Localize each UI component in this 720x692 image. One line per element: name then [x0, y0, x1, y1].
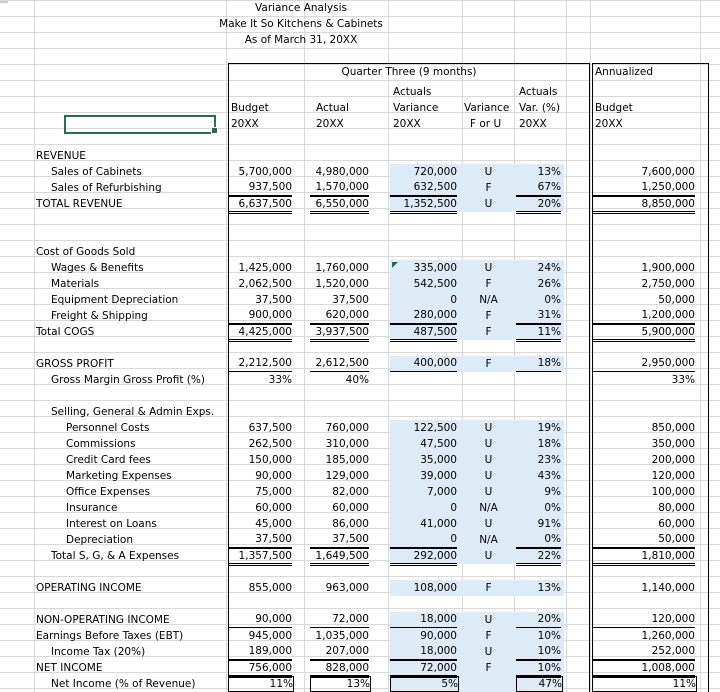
- budget-cell[interactable]: 900,000: [228, 308, 292, 324]
- actual-cell[interactable]: 1,035,000: [315, 630, 369, 642]
- pct-cell[interactable]: 20%: [516, 196, 561, 214]
- actual-cell[interactable]: 13%: [310, 676, 371, 692]
- actual-cell[interactable]: 1,520,000: [315, 278, 369, 290]
- annual-cell[interactable]: 1,900,000: [641, 262, 695, 274]
- row-label[interactable]: OPERATING INCOME: [36, 582, 142, 594]
- annual-cell[interactable]: 1,200,000: [592, 308, 695, 324]
- row-label[interactable]: Sales of Refurbishing: [51, 182, 162, 194]
- fu-cell[interactable]: F: [485, 662, 492, 674]
- fu-cell[interactable]: U: [484, 422, 493, 434]
- row-label[interactable]: Wages & Benefits: [51, 262, 144, 274]
- budget-cell[interactable]: 5,700,000: [238, 166, 292, 178]
- row-label[interactable]: Personnel Costs: [66, 422, 150, 434]
- annual-cell[interactable]: 350,000: [651, 438, 695, 450]
- annual-cell[interactable]: 60,000: [658, 518, 695, 530]
- variance-cell[interactable]: 1,352,500: [390, 196, 457, 214]
- row-label[interactable]: Earnings Before Taxes (EBT): [36, 630, 184, 642]
- budget-cell[interactable]: 1,357,500: [228, 548, 292, 566]
- variance-header-2: Variance: [464, 102, 510, 114]
- fu-cell[interactable]: U: [484, 646, 493, 658]
- row-label[interactable]: Freight & Shipping: [51, 310, 148, 322]
- actual-cell[interactable]: 37,500: [332, 294, 369, 306]
- budget-header: Budget: [231, 102, 269, 114]
- actual-cell[interactable]: 1,649,500: [310, 548, 369, 566]
- actual-cell[interactable]: 82,000: [332, 486, 369, 498]
- pct-cell[interactable]: 67%: [516, 180, 561, 196]
- actual-cell[interactable]: 72,000: [310, 612, 369, 628]
- budget-cell[interactable]: 90,000: [255, 470, 292, 482]
- variance-cell[interactable]: 7,000: [426, 486, 457, 498]
- variance-cell[interactable]: 0: [450, 294, 457, 306]
- pct-cell[interactable]: 22%: [516, 548, 561, 566]
- variance-cell[interactable]: 632,500: [390, 180, 457, 196]
- variance-cell[interactable]: 90,000: [420, 630, 457, 642]
- row-label[interactable]: Cost of Goods Sold: [36, 246, 136, 258]
- actual-cell[interactable]: 129,000: [325, 470, 369, 482]
- annual-cell[interactable]: 2,750,000: [641, 278, 695, 290]
- actual-cell[interactable]: 828,000: [310, 660, 369, 678]
- pct-cell[interactable]: 10%: [516, 644, 561, 660]
- fu-cell[interactable]: F: [485, 278, 492, 290]
- variance-cell[interactable]: 47,500: [420, 438, 457, 450]
- active-cell-selection[interactable]: [64, 115, 216, 134]
- budget-cell[interactable]: 937,500: [228, 180, 292, 196]
- variance-cell[interactable]: 280,000: [390, 308, 457, 324]
- actual-cell[interactable]: 963,000: [325, 582, 369, 594]
- fu-cell[interactable]: U: [484, 454, 493, 466]
- actual-cell[interactable]: 760,000: [325, 422, 369, 434]
- company-name: Make It So Kitchens & Cabinets: [219, 18, 383, 30]
- budget-cell[interactable]: 45,000: [255, 518, 292, 530]
- fu-cell[interactable]: U: [484, 262, 493, 274]
- annual-cell[interactable]: 33%: [671, 374, 695, 386]
- quarter-header: Quarter Three (9 months): [341, 66, 477, 78]
- f-or-u-header: F or U: [470, 118, 502, 130]
- row-label[interactable]: Sales of Cabinets: [51, 166, 142, 178]
- budget-cell[interactable]: 6,637,500: [228, 196, 292, 214]
- annual-cell[interactable]: 100,000: [651, 486, 695, 498]
- pct-cell[interactable]: 0%: [544, 502, 561, 514]
- variance-cell[interactable]: 542,500: [413, 278, 457, 290]
- budget-cell[interactable]: 75,000: [255, 486, 292, 498]
- fu-cell[interactable]: U: [484, 198, 493, 210]
- variance-cell[interactable]: 0: [390, 532, 457, 548]
- fu-cell[interactable]: F: [485, 630, 492, 642]
- pct-cell[interactable]: 20%: [516, 612, 561, 628]
- actual-header: Actual: [316, 102, 349, 114]
- fu-cell[interactable]: F: [485, 358, 492, 370]
- budget-cell[interactable]: 189,000: [228, 644, 292, 660]
- variance-cell[interactable]: 487,500: [390, 324, 457, 342]
- pct-cell[interactable]: 47%: [516, 676, 563, 692]
- fu-cell[interactable]: F: [485, 326, 492, 338]
- fu-cell[interactable]: F: [485, 310, 492, 322]
- budget-cell[interactable]: 33%: [268, 374, 292, 386]
- row-label[interactable]: Selling, General & Admin Exps.: [51, 406, 215, 418]
- as-of-date: As of March 31, 20XX: [244, 34, 358, 46]
- budget-cell[interactable]: 60,000: [255, 502, 292, 514]
- annual-cell[interactable]: 1,250,000: [592, 180, 695, 196]
- pct-cell[interactable]: 43%: [537, 470, 561, 482]
- fu-cell[interactable]: U: [484, 550, 493, 562]
- variance-cell[interactable]: 122,500: [413, 422, 457, 434]
- actual-cell[interactable]: 1,570,000: [310, 180, 369, 196]
- variance-header: Variance: [393, 102, 439, 114]
- actual-cell[interactable]: 207,000: [310, 644, 369, 660]
- row-label[interactable]: Office Expenses: [66, 486, 151, 498]
- budget-cell[interactable]: 150,000: [248, 454, 292, 466]
- budget-cell[interactable]: 37,500: [228, 532, 292, 548]
- row-label[interactable]: Commissions: [66, 438, 136, 450]
- annual-cell[interactable]: 1,008,000: [592, 660, 695, 678]
- pct-cell[interactable]: 0%: [516, 532, 561, 548]
- variance-cell[interactable]: 18,000: [390, 644, 457, 660]
- row-label[interactable]: NON-OPERATING INCOME: [36, 614, 170, 626]
- actual-cell[interactable]: 37,500: [310, 532, 369, 548]
- annual-cell[interactable]: 8,850,000: [592, 196, 695, 214]
- pct-cell[interactable]: 13%: [537, 582, 561, 594]
- variance-year: 20XX: [393, 118, 421, 130]
- report-title: Variance Analysis: [255, 2, 347, 14]
- row-label[interactable]: TOTAL REVENUE: [36, 198, 123, 210]
- budget-year: 20XX: [231, 118, 259, 130]
- pct-cell[interactable]: 9%: [544, 486, 561, 498]
- row-label[interactable]: Marketing Expenses: [66, 470, 172, 482]
- pct-cell[interactable]: 23%: [537, 454, 561, 466]
- budget-cell[interactable]: 756,000: [228, 660, 292, 678]
- pct-cell[interactable]: 26%: [537, 278, 561, 290]
- row-label[interactable]: Insurance: [66, 502, 118, 514]
- row-label[interactable]: Total S, G, & A Expenses: [51, 550, 180, 562]
- variance-cell[interactable]: 108,000: [413, 582, 457, 594]
- annual-cell[interactable]: 1,140,000: [641, 582, 695, 594]
- actual-cell[interactable]: 310,000: [325, 438, 369, 450]
- pct-cell[interactable]: 31%: [516, 308, 561, 324]
- budget-cell[interactable]: 4,425,000: [228, 324, 292, 342]
- fu-cell[interactable]: U: [484, 486, 493, 498]
- fu-cell[interactable]: U: [484, 166, 493, 178]
- row-label[interactable]: Net Income (% of Revenue): [51, 678, 196, 690]
- row-label[interactable]: Credit Card fees: [66, 454, 151, 466]
- row-label[interactable]: REVENUE: [36, 150, 86, 162]
- row-label[interactable]: Income Tax (20%): [51, 646, 146, 658]
- actual-year: 20XX: [316, 118, 344, 130]
- annual-budget-header: Budget: [595, 102, 633, 114]
- budget-cell[interactable]: 945,000: [248, 630, 292, 642]
- budget-cell[interactable]: 2,212,500: [228, 356, 292, 372]
- actuals-header-2: Actuals: [519, 86, 558, 98]
- row-label[interactable]: Materials: [51, 278, 100, 290]
- row-label[interactable]: Equipment Depreciation: [51, 294, 179, 306]
- actual-cell[interactable]: 620,000: [310, 308, 369, 324]
- fu-cell[interactable]: U: [484, 438, 493, 450]
- variance-cell[interactable]: 400,000: [390, 356, 457, 372]
- row-label[interactable]: GROSS PROFIT: [36, 358, 114, 370]
- actual-cell[interactable]: 86,000: [332, 518, 369, 530]
- variance-cell[interactable]: 0: [450, 502, 457, 514]
- annual-cell[interactable]: 80,000: [658, 502, 695, 514]
- variance-cell[interactable]: 18,000: [390, 612, 457, 628]
- pct-cell[interactable]: 13%: [537, 166, 561, 178]
- row-label[interactable]: Total COGS: [36, 326, 95, 338]
- variance-cell[interactable]: 72,000: [390, 660, 457, 678]
- actual-cell[interactable]: 40%: [345, 374, 369, 386]
- fu-cell[interactable]: F: [485, 582, 492, 594]
- annual-cell[interactable]: 7,600,000: [641, 166, 695, 178]
- budget-cell[interactable]: 637,500: [248, 422, 292, 434]
- actual-cell[interactable]: 6,550,000: [310, 196, 369, 214]
- actual-cell[interactable]: 60,000: [332, 502, 369, 514]
- pct-cell[interactable]: 10%: [516, 660, 561, 678]
- budget-cell[interactable]: 262,500: [248, 438, 292, 450]
- var-pct-year: 20XX: [519, 118, 547, 130]
- fu-cell[interactable]: N/A: [479, 534, 498, 546]
- annual-cell[interactable]: 120,000: [651, 470, 695, 482]
- budget-cell[interactable]: 11%: [228, 676, 294, 692]
- fu-cell[interactable]: F: [485, 182, 492, 194]
- budget-cell[interactable]: 37,500: [255, 294, 292, 306]
- actual-cell[interactable]: 4,980,000: [315, 166, 369, 178]
- variance-cell[interactable]: 292,000: [390, 548, 457, 566]
- row-label[interactable]: Gross Margin Gross Profit (%): [51, 374, 205, 386]
- fu-cell[interactable]: U: [484, 518, 493, 530]
- fu-cell[interactable]: U: [484, 470, 493, 482]
- annual-cell[interactable]: 252,000: [592, 644, 695, 660]
- pct-cell[interactable]: 11%: [516, 324, 561, 342]
- actual-cell[interactable]: 1,760,000: [315, 262, 369, 274]
- fu-cell[interactable]: N/A: [479, 294, 498, 306]
- annual-budget-year: 20XX: [595, 118, 623, 130]
- pct-cell[interactable]: 10%: [537, 630, 561, 642]
- selection-fill-handle[interactable]: [211, 127, 218, 134]
- row-label[interactable]: NET INCOME: [36, 662, 103, 674]
- actuals-header-1: Actuals: [393, 86, 432, 98]
- annual-cell[interactable]: 120,000: [592, 612, 695, 628]
- actual-cell[interactable]: 3,937,500: [310, 324, 369, 342]
- var-pct-header: Var. (%): [519, 102, 561, 114]
- annual-cell[interactable]: 50,000: [658, 294, 695, 306]
- pct-cell[interactable]: 24%: [537, 262, 561, 274]
- row-label[interactable]: Interest on Loans: [66, 518, 157, 530]
- pct-cell[interactable]: 18%: [537, 438, 561, 450]
- actual-cell[interactable]: 185,000: [325, 454, 369, 466]
- pct-cell[interactable]: 19%: [537, 422, 561, 434]
- budget-cell[interactable]: 1,425,000: [238, 262, 292, 274]
- budget-cell[interactable]: 2,062,500: [238, 278, 292, 290]
- pct-cell[interactable]: 91%: [537, 518, 561, 530]
- variance-cell[interactable]: 720,000: [413, 166, 457, 178]
- variance-cell[interactable]: 41,000: [420, 518, 457, 530]
- annual-cell[interactable]: 1,260,000: [641, 630, 695, 642]
- annual-cell[interactable]: 5,900,000: [592, 324, 695, 342]
- annual-cell[interactable]: 1,810,000: [592, 548, 695, 566]
- budget-cell[interactable]: 855,000: [248, 582, 292, 594]
- variance-cell[interactable]: 35,000: [420, 454, 457, 466]
- annual-cell[interactable]: 11%: [592, 676, 697, 692]
- budget-cell[interactable]: 90,000: [228, 612, 292, 628]
- variance-cell[interactable]: 5%: [390, 676, 459, 692]
- variance-cell[interactable]: 335,000: [413, 262, 457, 274]
- annualized-header: Annualized: [595, 66, 654, 78]
- actual-cell[interactable]: 2,612,500: [310, 356, 369, 372]
- variance-cell[interactable]: 39,000: [420, 470, 457, 482]
- annual-cell[interactable]: 850,000: [651, 422, 695, 434]
- annual-cell[interactable]: 200,000: [651, 454, 695, 466]
- annual-cell[interactable]: 50,000: [592, 532, 695, 548]
- pct-cell[interactable]: 18%: [516, 356, 561, 372]
- row-label[interactable]: Depreciation: [66, 534, 133, 546]
- fu-cell[interactable]: N/A: [479, 502, 498, 514]
- annual-cell[interactable]: 2,950,000: [592, 356, 695, 372]
- fu-cell[interactable]: U: [484, 614, 493, 626]
- pct-cell[interactable]: 0%: [544, 294, 561, 306]
